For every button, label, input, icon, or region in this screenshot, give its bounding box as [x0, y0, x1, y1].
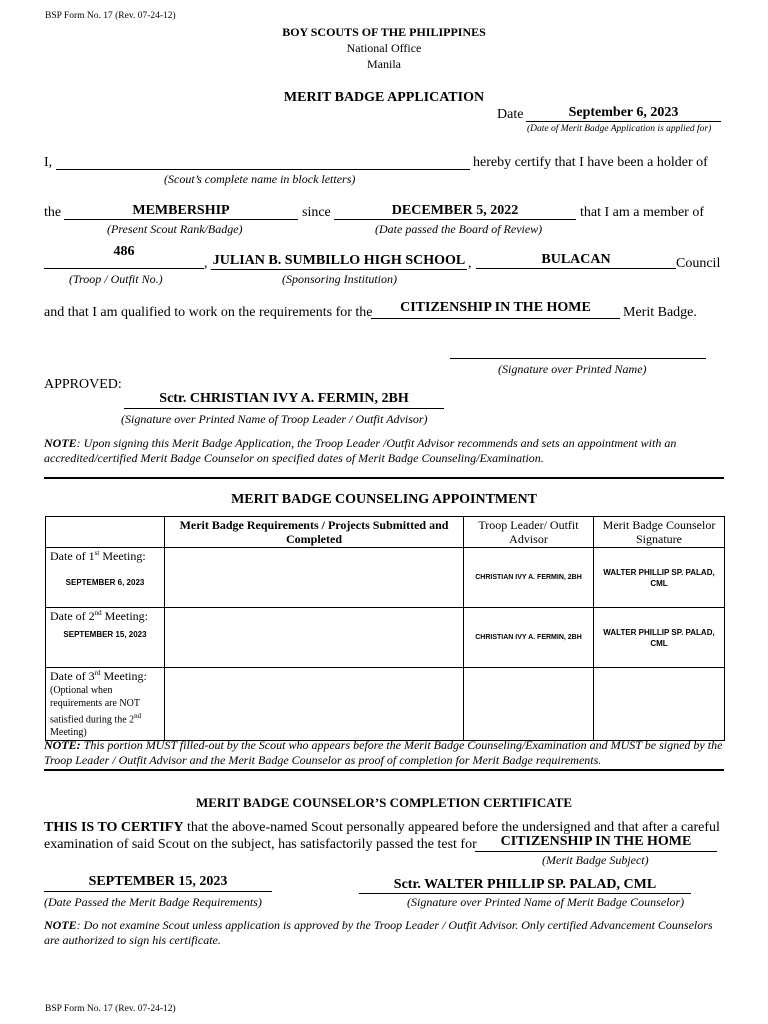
table-row — [46, 548, 725, 608]
rank-field[interactable]: MEMBERSHIP — [64, 203, 298, 220]
troop-caption: (Troop / Outfit No.) — [69, 272, 163, 286]
meeting-1-sup: st — [94, 549, 100, 557]
divider-1 — [44, 477, 724, 479]
meeting-1-label — [46, 548, 165, 608]
subject-caption: (Merit Badge Subject) — [542, 853, 649, 867]
meeting-2-requirements[interactable] — [165, 608, 464, 668]
certify-prefix: I, — [44, 155, 53, 170]
meeting-2-sup: nd — [94, 609, 102, 617]
comma-1: , — [204, 256, 208, 271]
meeting-3-counselor[interactable] — [594, 668, 725, 741]
meeting-3-label — [46, 668, 165, 741]
the-word: the — [44, 205, 62, 220]
counseling-note-text: This portion MUST filled-out by the Scout who appears before the Merit Badge Counseling/Examination and MUST be signed by the Troop Leader / Outfit Advisor and the Merit Badge Counselor as proof of completion for Merit Badge requirements. — [44, 738, 723, 767]
meeting-1-date[interactable]: SEPTEMBER 6, 2023 — [65, 578, 145, 587]
troop-value: 486 — [113, 244, 135, 259]
meeting-1-counselor[interactable]: WALTER PHILLIP SP. PALAD, CML — [594, 548, 725, 608]
certify-bold: THIS IS TO CERTIFY — [44, 820, 184, 835]
completion-note-label: NOTE — [44, 918, 77, 932]
leader-caption: (Signature over Printed Name of Troop Leader / Outfit Advisor) — [121, 412, 428, 426]
note-completion — [44, 918, 724, 948]
org-name: BOY SCOUTS OF THE PHILIPPINES — [282, 25, 486, 39]
counselor-signature-field[interactable]: Sctr. WALTER PHILLIP SP. PALAD, CML — [359, 877, 691, 894]
institution-caption: (Sponsoring Institution) — [282, 272, 398, 286]
meeting-3-label-post: Meeting: — [100, 669, 147, 683]
certify-suffix: hereby certify that I have been a holder of — [473, 155, 708, 170]
col-counselor: Merit Badge Counselor Signature — [594, 517, 725, 548]
counseling-note-label: NOTE: — [44, 738, 81, 752]
council-field[interactable] — [476, 256, 676, 269]
meeting-3-sup: rd — [94, 669, 101, 677]
date-field[interactable]: September 6, 2023 — [526, 105, 721, 122]
page-title: MERIT BADGE APPLICATION — [283, 90, 485, 105]
certify-text: that the above-named Scout personally appeared before the undersigned and that after a careful examination of said Scout on the subject, has satisfactorily passed the test for — [44, 820, 720, 852]
troop-field[interactable] — [44, 256, 204, 269]
meeting-2-leader[interactable]: CHRISTIAN IVY A. FERMIN, 2BH — [464, 608, 594, 668]
meeting-3-note-b: Meeting) — [50, 727, 87, 739]
rank-caption: (Present Scout Rank/Badge) — [107, 222, 243, 236]
meeting-3-note-sup: nd — [134, 712, 142, 720]
divider-2 — [44, 769, 724, 771]
note-label: NOTE — [44, 436, 77, 450]
counseling-title: MERIT BADGE COUNSELING APPOINTMENT — [231, 492, 537, 507]
bor-caption: (Date passed the Board of Review) — [375, 222, 543, 236]
city-name: Manila — [367, 57, 401, 71]
meeting-1-label-text: Date of 1 — [50, 549, 95, 563]
scout-name-field[interactable] — [56, 155, 470, 170]
date-caption: (Date of Merit Badge Application is applied for) — [527, 124, 712, 134]
member-of-text: that I am a member of — [580, 205, 705, 220]
meeting-2-label-post: Meeting: — [101, 609, 148, 623]
council-word: Council — [676, 256, 721, 271]
col-requirements: Merit Badge Requirements / Projects Submitted and Completed — [165, 517, 464, 548]
qualified-text: and that I am qualified to work on the requirements for the — [44, 305, 373, 320]
scout-signature-field[interactable] — [450, 346, 706, 359]
institution-field[interactable]: JULIAN B. SUMBILLO HIGH SCHOOL — [212, 253, 466, 268]
note-approval — [44, 436, 724, 466]
date-label: Date — [497, 107, 524, 122]
passed-date-caption: (Date Passed the Merit Badge Requirements) — [44, 895, 262, 909]
badge-field[interactable]: CITIZENSHIP IN THE HOME — [371, 300, 620, 319]
meeting-3-requirements[interactable] — [165, 668, 464, 741]
note-text: : Upon signing this Merit Badge Application, the Troop Leader /Outfit Advisor recommends and sets an appointment with an accredited/certified Merit Badge Counselor on specified dates of Merit Badge Counseling/Examination. — [44, 436, 677, 465]
col-leader: Troop Leader/ Outfit Advisor — [464, 517, 594, 548]
meeting-2-label — [46, 608, 165, 668]
scout-name-caption: (Scout’s complete name in block letters) — [164, 172, 356, 186]
leader-signature-field[interactable]: Sctr. CHRISTIAN IVY A. FERMIN, 2BH — [124, 391, 444, 409]
meeting-2-counselor[interactable]: WALTER PHILLIP SP. PALAD, CML — [594, 608, 725, 668]
passed-date-field[interactable]: SEPTEMBER 15, 2023 — [44, 874, 272, 892]
meeting-3-label-text: Date of 3 — [50, 669, 95, 683]
meeting-3-leader[interactable] — [464, 668, 594, 741]
council-value: BULACAN — [541, 252, 611, 267]
completion-title: MERIT BADGE COUNSELOR’S COMPLETION CERTIFICATE — [195, 795, 573, 810]
counselor-caption: (Signature over Printed Name of Merit Badge Counselor) — [407, 895, 685, 909]
badge-suffix: Merit Badge. — [623, 305, 697, 320]
signature-caption: (Signature over Printed Name) — [498, 362, 647, 376]
header-blank — [46, 517, 165, 548]
counseling-table — [45, 516, 725, 741]
meeting-3-note — [50, 684, 160, 739]
table-row — [46, 668, 725, 741]
meeting-1-requirements[interactable] — [165, 548, 464, 608]
form-code-top: BSP Form No. 17 (Rev. 07-24-12) — [45, 11, 176, 21]
meeting-3-note-a: (Optional when requirements are NOT satisfied during the 2 — [50, 685, 140, 726]
bor-date-field[interactable]: DECEMBER 5, 2022 — [334, 203, 576, 220]
form-code-bottom: BSP Form No. 17 (Rev. 07-24-12) — [45, 1004, 176, 1014]
subject-field[interactable]: CITIZENSHIP IN THE HOME — [475, 834, 717, 852]
note-counseling — [44, 738, 724, 768]
meeting-1-label-post: Meeting: — [99, 549, 146, 563]
comma-2: , — [468, 256, 472, 271]
meeting-1-leader[interactable]: CHRISTIAN IVY A. FERMIN, 2BH — [464, 548, 594, 608]
completion-note-text: : Do not examine Scout unless application is approved by the Troop Leader / Outfit Advisor. Only certified Advancement Counselors are authorized to sign his certificate. — [44, 918, 713, 947]
meeting-2-date[interactable]: SEPTEMBER 15, 2023 — [63, 630, 147, 639]
approved-label: APPROVED: — [44, 377, 122, 392]
meeting-2-label-text: Date of 2 — [50, 609, 95, 623]
office-name: National Office — [346, 41, 422, 55]
since-word: since — [302, 205, 331, 220]
table-row — [46, 608, 725, 668]
